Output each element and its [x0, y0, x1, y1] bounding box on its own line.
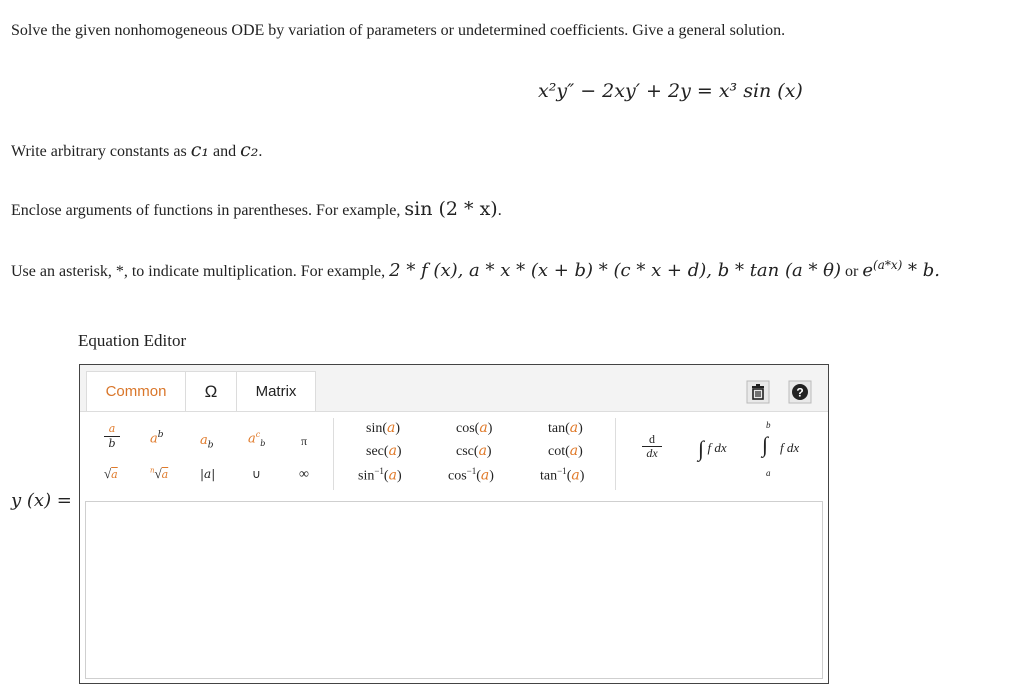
tab-matrix[interactable]: Matrix	[236, 371, 316, 411]
or-text: or	[845, 263, 859, 280]
exp-example	[862, 260, 940, 281]
constant-c2: c₂	[240, 139, 259, 161]
arcsin-button[interactable]: $\sin^{-1}(a)$	[358, 466, 402, 484]
abs-template[interactable]: |a|	[200, 467, 216, 481]
tan-button[interactable]: tan(a)	[548, 420, 583, 436]
exp-tail: * b.	[902, 260, 940, 281]
period: .	[497, 202, 502, 219]
definite-integral-template[interactable]: b ∫ f dx a	[762, 420, 800, 478]
subsup-template[interactable]: $a^c_b$	[248, 430, 266, 448]
equation-editor	[79, 364, 829, 684]
answer-label: y (x) =	[11, 490, 72, 511]
integral-template[interactable]: ∫ f dx	[698, 436, 727, 461]
ode-equation: x²y″ − 2xy′ + 2y = x³ sin (x)	[538, 80, 803, 102]
csc-button[interactable]: csc(a)	[456, 443, 492, 459]
tab-common[interactable]: Common	[86, 371, 186, 411]
answer-input[interactable]	[85, 501, 823, 679]
cos-button[interactable]: cos(a)	[456, 420, 493, 436]
infinity-button[interactable]: ∞	[299, 467, 309, 482]
subscript-template[interactable]: $a_b$	[200, 433, 214, 451]
asterisk-example: 2 * f (x), a * x * (x + b) * (c * x + d), b * tan (a * θ)	[389, 260, 842, 281]
constants-text: Write arbitrary constants as	[11, 143, 187, 160]
svg-text:?: ?	[796, 385, 804, 400]
editor-toolbar	[80, 365, 828, 412]
sqrt-template[interactable]: √a	[104, 466, 118, 481]
clear-button[interactable]	[745, 379, 771, 405]
constant-c1: c₁	[190, 139, 209, 161]
asterisk-text: Use an asterisk, *, to indicate multiplication. For example,	[11, 263, 386, 280]
trash-icon	[745, 379, 771, 405]
sec-button[interactable]: sec(a)	[366, 443, 402, 459]
problem-prompt: Solve the given nonhomogeneous ODE by variation of parameters or undetermined coefficients. Give a general solution.	[11, 22, 786, 39]
and-text: and	[213, 143, 237, 160]
divider	[615, 418, 616, 490]
help-button[interactable]	[787, 379, 813, 405]
parentheses-instruction	[11, 198, 502, 220]
arccos-button[interactable]: $\cos^{-1}(a)$	[448, 466, 494, 484]
exp-power: (a*x)	[873, 258, 903, 272]
divider	[333, 418, 334, 490]
union-button[interactable]: ∪	[252, 467, 261, 481]
sin-button[interactable]: sin(a)	[366, 420, 401, 436]
symbol-palette	[80, 412, 828, 497]
nthroot-template[interactable]: $^n$√a	[150, 466, 169, 481]
help-icon	[787, 379, 813, 405]
power-template[interactable]: $a^b$	[150, 430, 164, 447]
cot-button[interactable]: cot(a)	[548, 443, 583, 459]
arctan-button[interactable]: $\tan^{-1}(a)$	[540, 466, 585, 484]
equation-editor-heading: Equation Editor	[78, 331, 187, 350]
derivative-template[interactable]: d dx	[642, 434, 662, 459]
parentheses-text: Enclose arguments of functions in parentheses. For example,	[11, 202, 401, 219]
fraction-template[interactable]: a b	[104, 424, 120, 449]
pi-button[interactable]: π	[301, 434, 308, 448]
tab-symbols[interactable]: Ω	[185, 371, 237, 411]
constants-instruction	[11, 139, 262, 161]
period: .	[258, 143, 263, 160]
asterisk-instruction	[11, 258, 940, 281]
exp-base: e	[862, 260, 874, 281]
parentheses-example: sin (2 * x)	[404, 198, 498, 220]
